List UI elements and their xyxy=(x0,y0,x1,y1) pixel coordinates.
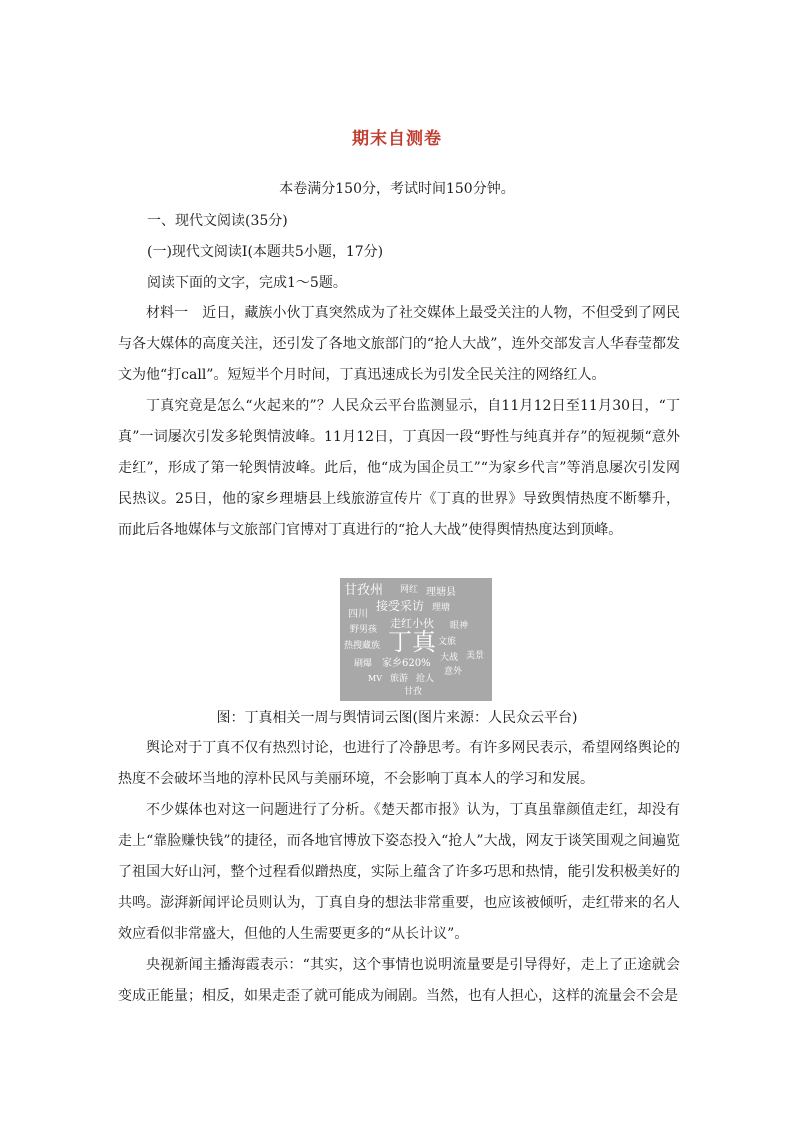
subsection-heading: (一)现代文阅读Ⅰ(本题共5小题，17分) xyxy=(147,244,384,260)
word-cloud-word: 走红小伙 xyxy=(390,617,434,630)
paragraph-material-1: 材料一 近日，藏族小伙丁真突然成为了社交媒体上最受关注的人物，不但受到了网民与各大媒体的高度关注，还引发了各地文旅部门的“抢人大战”，连外交部发言人华春莹都发文为他“打call”。短短半个月时间，丁真迅速成长为引发全民关注的网络红人。 xyxy=(118,305,680,383)
word-cloud-word: MV xyxy=(368,674,382,683)
word-cloud-word: 丁真 xyxy=(388,628,436,656)
word-cloud-word: 理塘县 xyxy=(426,587,456,598)
word-cloud-word: 意外 xyxy=(444,667,463,677)
word-cloud-word: 文旅 xyxy=(438,637,457,647)
paragraph-5: 央视新闻主播海霞表示：“其实，这个事情也说明流量要是引导得好，走上了正途就会变成正能量；相反，如果走歪了就可能成为闹剧。当然，也有人担心，这样的流量会不会是 xyxy=(118,957,680,1004)
word-cloud-word: 大战 xyxy=(440,653,459,663)
word-cloud-word: 四川 xyxy=(348,609,368,620)
reading-instruction: 阅读下面的文字，完成1～5题。 xyxy=(147,275,347,291)
word-cloud-word: 刷爆 xyxy=(354,659,373,669)
word-cloud-word: 旅游 xyxy=(390,674,409,684)
word-cloud-word: 野男孩 xyxy=(350,625,378,635)
word-cloud-word: 美景 xyxy=(466,651,485,661)
page-title: 期末自测卷 xyxy=(352,129,442,149)
figure-caption: 图：丁真相关一周与舆情词云图(图片来源：人民众云平台) xyxy=(216,710,578,726)
exam-intro: 本卷满分150分，考试时间150分钟。 xyxy=(279,181,515,197)
word-cloud-word: 接受采访 xyxy=(376,599,425,613)
word-cloud-word: 网红 xyxy=(400,585,419,595)
paragraph-2: 丁真究竟是怎么“火起来的”？人民众云平台监测显示，自11月12日至11月30日，“丁真”一词屡次引发多轮舆情波峰。11月12日，丁真因一段“野性与纯真并存”的短视频“意外走红”，形成了第一轮舆情波峰。此后，他“成为国企员工”“为家乡代言”等消息屡次引发网民热议。25日，他的家乡理塘县上线旅游宣传片《丁真的世界》导致舆情热度不断攀升，而此后各地媒体与文旅部门官博对丁真进行的“抢人大战”使得舆情热度达到顶峰。 xyxy=(118,398,680,538)
section-heading: 一、现代文阅读(35分) xyxy=(147,213,288,229)
word-cloud-word: 家乡620% xyxy=(382,658,431,669)
word-cloud-word: 甘孜 xyxy=(404,687,423,697)
word-cloud-word: 眼神 xyxy=(450,621,469,631)
word-cloud-image xyxy=(340,578,492,701)
word-cloud-word: 理塘 xyxy=(432,603,451,613)
word-cloud-word: 热搜藏族 xyxy=(344,641,381,651)
word-cloud-word: 抢人 xyxy=(416,674,435,684)
paragraph-3: 舆论对于丁真不仅有热烈讨论，也进行了冷静思考。有许多网民表示，希望网络舆论的热度不会破坏当地的淳朴民风与美丽环境，不会影响丁真本人的学习和发展。 xyxy=(118,740,680,787)
paragraph-4: 不少媒体也对这一问题进行了分析。《楚天都市报》认为，丁真虽靠颜值走红，却没有走上“靠脸赚快钱”的捷径，而各地官博放下姿态投入“抢人”大战，网友于谈笑围观之间遍览了祖国大好山河，整个过程看似蹭热度，实际上蕴含了许多巧思和热情，能引发积极美好的共鸣。澎湃新闻评论员则认为，丁真自身的想法非常重要，也应该被倾听，走红带来的名人效应看似非常盛大，但他的人生需要更多的“从长计议”。 xyxy=(118,802,680,942)
word-cloud-word: 甘孜州 xyxy=(344,583,384,598)
